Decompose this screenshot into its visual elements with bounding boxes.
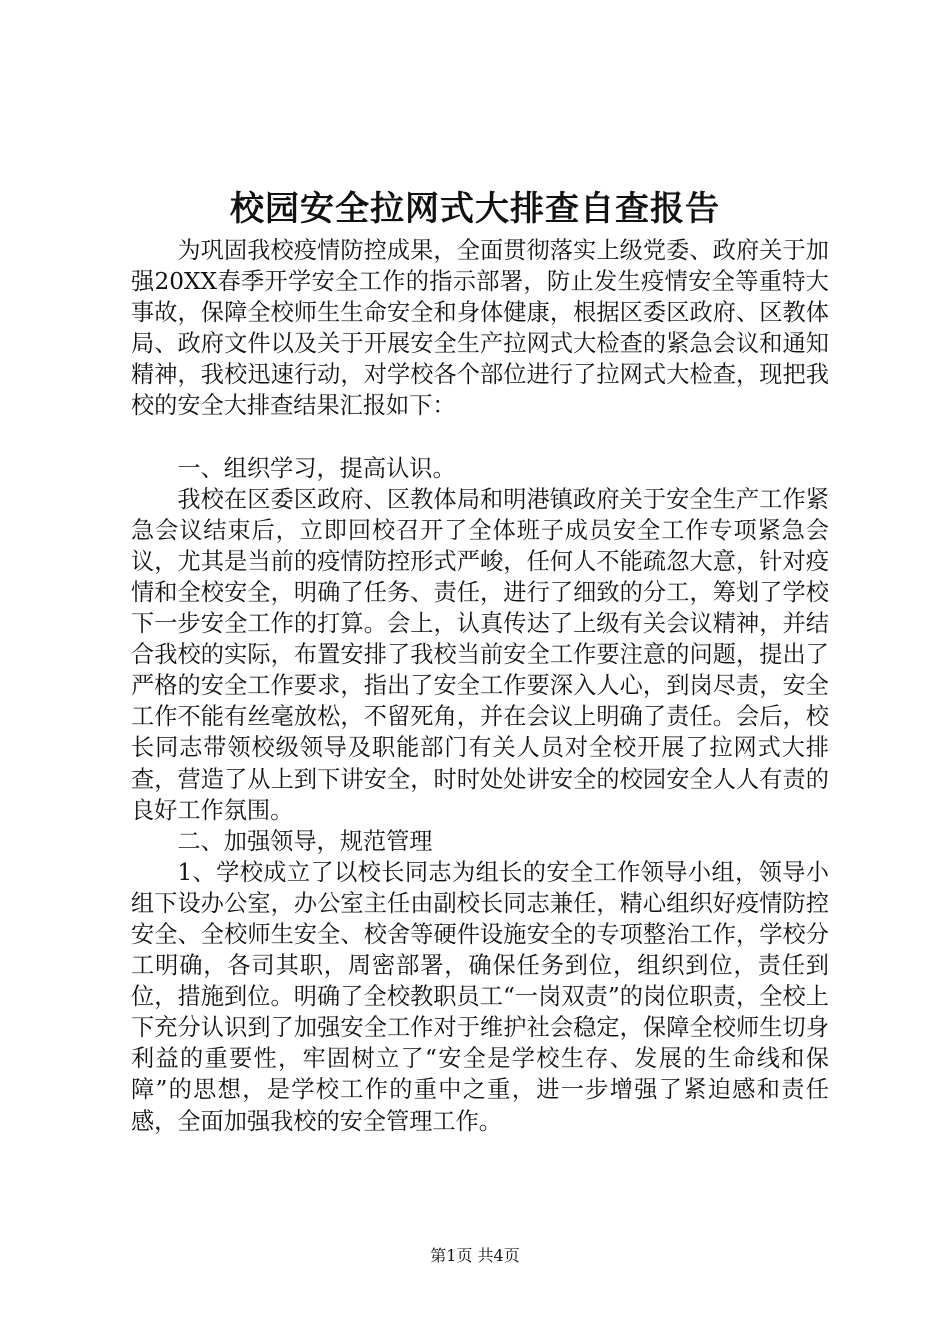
document-body xyxy=(131,235,829,1137)
page-title: 校园安全拉网式大排查自查报告 xyxy=(230,189,720,229)
section-1-paragraph: 我校在区委区政府、区教体局和明港镇政府关于安全生产工作紧急会议结束后，立即回校召开了全体班子成员安全工作专项紧急会议，尤其是当前的疫情防控形式严峻，任何人不能疏忽大意，针对疫情和全校安全，明确了任务、责任，进行了细致的分工，筹划了学校下一步安全工作的打算。会上，认真传达了上级有关会议精神，并结合我校的实际，布置安排了我校当前安全工作要注意的问题，提出了严格的安全工作要求，指出了安全工作要深入人心，到岗尽责，安全工作不能有丝毫放松，不留死角，并在会议上明确了责任。会后，校长同志带领校级领导及职能部门有关人员对全校开展了拉网式大排查，营造了从上到下讲安全，时时处处讲安全的校园安全人人有责的良好工作氛围。 xyxy=(131,485,829,824)
section-heading-2: 二、加强领导，规范管理 xyxy=(177,827,433,855)
section-2-paragraph: 1、学校成立了以校长同志为组长的安全工作领导小组，领导小组下设办公室，办公室主任由副校长同志兼任，精心组织好疫情防控安全、全校师生安全、校舍等硬件设施安全的专项整治工作，学校分工明确，各司其职，周密部署，确保任务到位，组织到位，责任到位，措施到位。明确了全校教职员工“一岗双责”的岗位职责，全校上下充分认识到了加强安全工作对于维护社会稳定，保障全校师生切身利益的重要性，牢固树立了“安全是学校生存、发展的生命线和保障”的思想，是学校工作的重中之重，进一步增强了紧迫感和责任感，全面加强我校的安全管理工作。 xyxy=(131,858,829,1135)
page-footer: 第1页 共4页 xyxy=(430,1246,520,1265)
section-heading-1: 一、组织学习，提高认识。 xyxy=(177,454,456,482)
intro-paragraph: 为巩固我校疫情防控成果，全面贯彻落实上级党委、政府关于加强20XX春季开学安全工作的指示部署，防止发生疫情安全等重特大事故，保障全校师生生命安全和身体健康，根据区委区政府、区教体局、政府文件以及关于开展安全生产拉网式大检查的紧急会议和通知精神，我校迅速行动，对学校各个部位进行了拉网式大检查，现把我校的安全大排查结果汇报如下： xyxy=(131,237,829,420)
